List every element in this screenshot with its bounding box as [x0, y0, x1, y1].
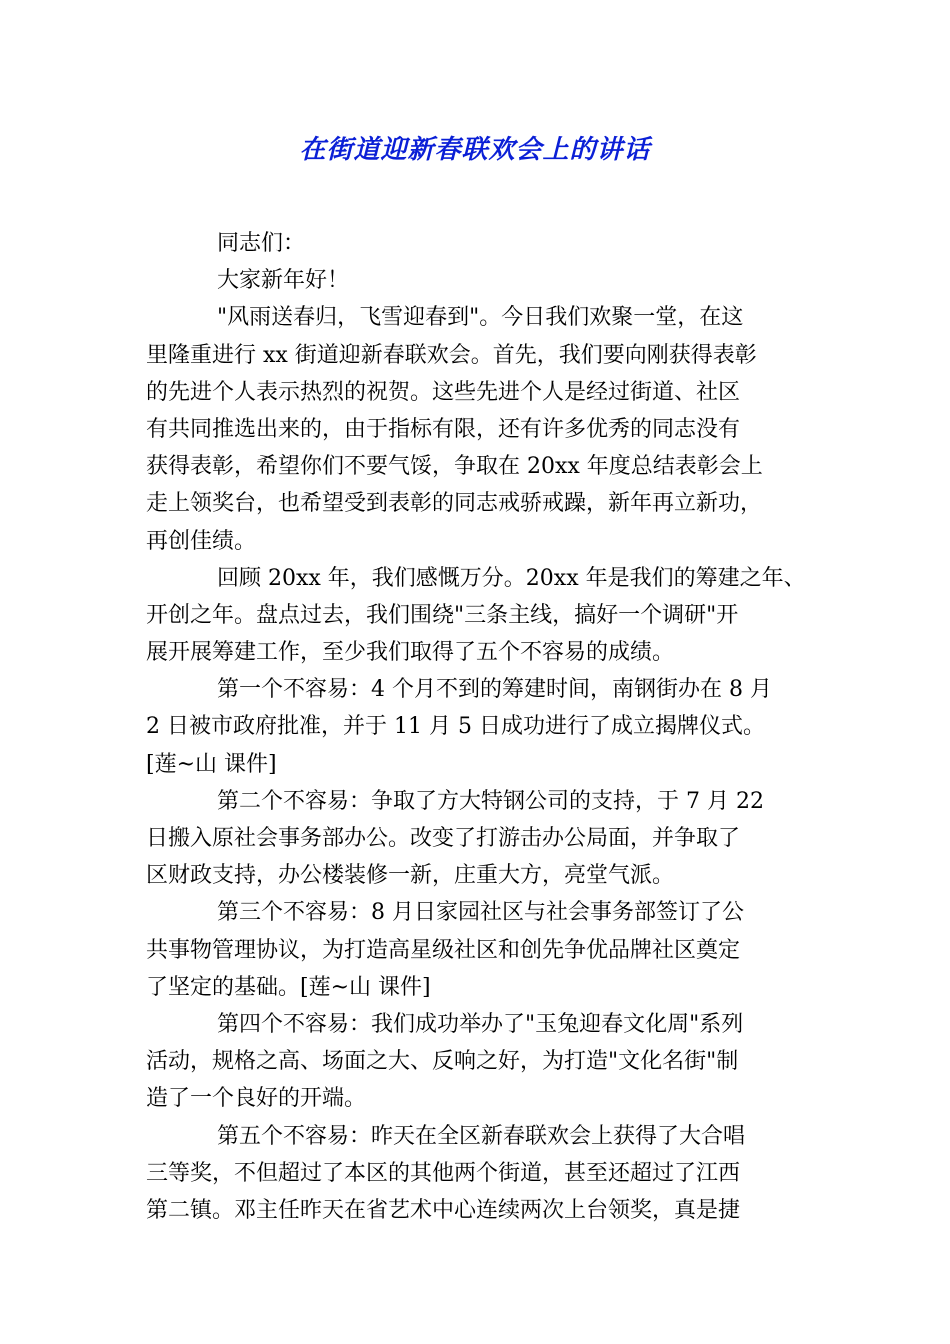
- text-line: 的先进个人表示热烈的祝贺。这些先进个人是经过街道、社区: [146, 379, 741, 405]
- text-line: 开创之年。盘点过去，我们围绕"三条主线，搞好一个调研"开: [146, 602, 739, 628]
- text-line: 第五个不容易：昨天在全区新春联欢会上获得了大合唱: [217, 1123, 746, 1149]
- text-line: 了坚定的基础。[莲~山 课件]: [146, 974, 431, 1000]
- text-line: 共事物管理协议，为打造高星级社区和创先争优品牌社区奠定: [146, 937, 741, 963]
- text-line: 第三个不容易：8 月日家园社区与社会事务部签订了公: [217, 900, 744, 926]
- text-line: 同志们：: [217, 231, 306, 256]
- text-line: 活动，规格之高、场面之大、反响之好，为打造"文化名街"制: [146, 1049, 739, 1075]
- text-line: 造了一个良好的开端。: [146, 1086, 367, 1112]
- text-line: 第一个不容易：4 个月不到的筹建时间，南钢街办在 8 月: [217, 677, 772, 703]
- text-line: 第四个不容易：我们成功举办了"玉兔迎春文化周"系列: [217, 1011, 744, 1037]
- text-line: 第二个不容易：争取了方大特钢公司的支持，于 7 月 22: [217, 788, 764, 814]
- text-line: 三等奖，不但超过了本区的其他两个街道，甚至还超过了江西: [146, 1160, 741, 1186]
- text-line: 有共同推选出来的，由于指标有限，还有许多优秀的同志没有: [146, 416, 741, 442]
- text-line: [莲~山 课件]: [146, 751, 277, 777]
- text-line: 大家新年好！: [217, 268, 350, 294]
- document-title: 在街道迎新春联欢会上的讲话: [299, 135, 651, 165]
- text-line: 展开展筹建工作，至少我们取得了五个不容易的成绩。: [146, 640, 675, 666]
- text-line: 再创佳绩。: [146, 528, 257, 554]
- text-line: 2 日被市政府批准，并于 11 月 5 日成功进行了成立揭牌仪式。: [146, 714, 765, 740]
- text-line: "风雨送春归，飞雪迎春到"。今日我们欢聚一堂，在这: [217, 305, 744, 331]
- text-line: 获得表彰，希望你们不要气馁，争取在 20xx 年度总结表彰会上: [146, 454, 763, 480]
- text-line: 区财政支持，办公楼装修一新，庄重大方，亮堂气派。: [146, 863, 675, 889]
- text-line: 走上领奖台，也希望受到表彰的同志戒骄戒躁，新年再立新功，: [146, 491, 763, 517]
- text-line: 日搬入原社会事务部办公。改变了打游击办公局面，并争取了: [146, 826, 741, 851]
- text-line: 回顾 20xx 年，我们感慨万分。20xx 年是我们的筹建之年、: [217, 565, 806, 591]
- text-line: 里隆重进行 xx 街道迎新春联欢会。首先，我们要向刚获得表彰: [146, 342, 757, 368]
- document-body: [146, 225, 806, 1229]
- text-line: 第二镇。邓主任昨天在省艺术中心连续两次上台领奖，真是捷: [146, 1197, 741, 1223]
